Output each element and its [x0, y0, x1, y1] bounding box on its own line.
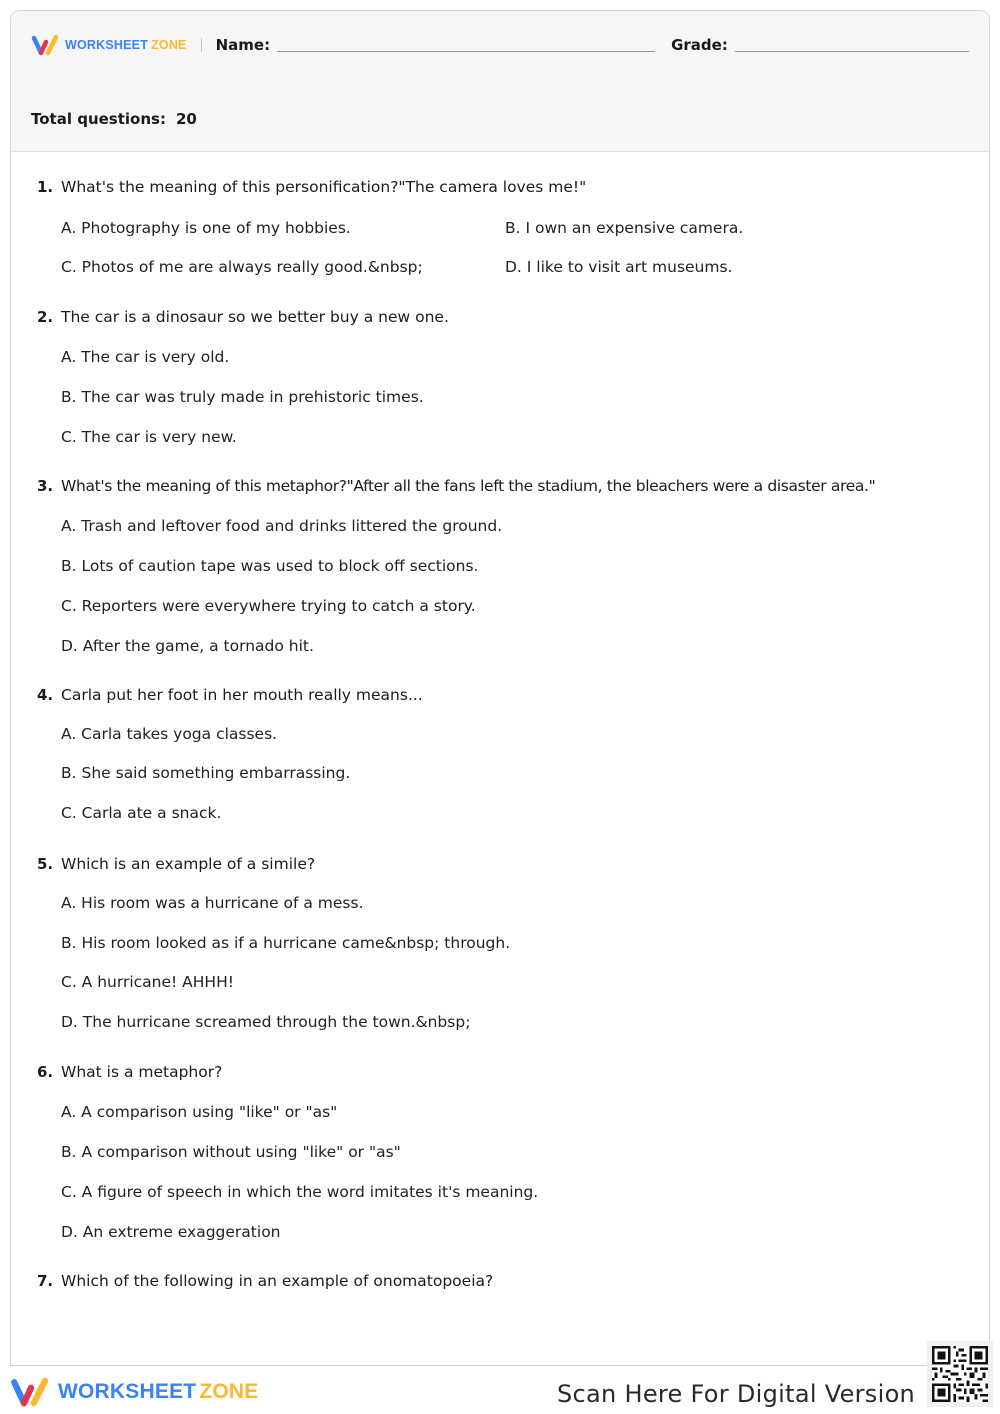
option-a[interactable]: A. His room was a hurricane of a mess. [61, 894, 364, 912]
option-c[interactable]: C. Carla ate a snack. [61, 804, 222, 822]
worksheet-zone-logo-icon [10, 1376, 52, 1408]
option-d[interactable]: D. The hurricane screamed through the town.&nbsp; [61, 1013, 471, 1031]
question-text: Carla put her foot in her mouth really means... [61, 686, 423, 704]
worksheet-page [10, 10, 990, 1366]
question-text: What is a metaphor? [61, 1063, 223, 1081]
question-prompt [37, 178, 586, 196]
question-text: Which of the following in an example of onomatopoeia? [61, 1272, 494, 1290]
footer-brand-logo [10, 1376, 258, 1408]
question-number: 4. [37, 686, 54, 704]
option-c[interactable]: C. The car is very new. [61, 428, 237, 446]
question-number: 2. [37, 308, 54, 326]
option-a[interactable]: A. Carla takes yoga classes. [61, 725, 278, 743]
question-prompt [37, 1272, 493, 1290]
question-number: 6. [37, 1063, 54, 1081]
name-label: Name: [215, 36, 271, 54]
question-text: What's the meaning of this metaphor?"After all the fans left the stadium, the bleachers were a disaster area." [61, 477, 876, 495]
total-questions-label: Total questions: [31, 110, 166, 128]
option-a[interactable]: A. Photography is one of my hobbies. [61, 219, 351, 237]
header-row [31, 33, 969, 57]
option-c[interactable]: C. Photos of me are always really good.&nbsp; [61, 258, 423, 276]
scan-for-digital-version: Scan Here For Digital Version [557, 1380, 916, 1408]
question-number: 1. [37, 178, 54, 196]
option-d[interactable]: D. After the game, a tornado hit. [61, 637, 314, 655]
grade-field[interactable] [735, 51, 969, 52]
option-b[interactable]: B. A comparison without using "like" or "as" [61, 1143, 401, 1161]
total-questions-value: 20 [175, 110, 197, 128]
question-prompt [37, 308, 449, 326]
option-a[interactable]: A. Trash and leftover food and drinks littered the ground. [61, 517, 503, 535]
question-number: 3. [37, 477, 54, 495]
question-text: The car is a dinosaur so we better buy a new one. [61, 308, 449, 326]
total-questions [31, 110, 197, 128]
brand-name [65, 38, 187, 52]
worksheet-zone-logo-icon [31, 34, 61, 56]
option-b[interactable]: B. The car was truly made in prehistoric times. [61, 388, 424, 406]
question-prompt [37, 686, 423, 704]
option-a[interactable]: A. The car is very old. [61, 348, 230, 366]
qr-code-icon [932, 1346, 988, 1402]
option-b[interactable]: B. Lots of caution tape was used to block off sections. [61, 557, 479, 575]
question-number: 5. [37, 855, 54, 873]
grade-label: Grade: [671, 36, 728, 54]
question-text: Which is an example of a simile? [61, 855, 316, 873]
option-c[interactable]: C. Reporters were everywhere trying to catch a story. [61, 597, 476, 615]
question-text: What's the meaning of this personification?"The camera loves me!" [61, 178, 587, 196]
name-field[interactable] [277, 51, 655, 52]
option-c[interactable]: C. A figure of speech in which the word imitates it's meaning. [61, 1183, 539, 1201]
question-number: 7. [37, 1272, 54, 1290]
worksheet-header [11, 11, 989, 152]
option-b[interactable]: B. She said something embarrassing. [61, 764, 351, 782]
qr-code[interactable] [927, 1341, 993, 1407]
brand-word-worksheet: WORKSHEET [65, 38, 149, 52]
option-c[interactable]: C. A hurricane! AHHH! [61, 973, 234, 991]
footer-brand-name [58, 1380, 258, 1404]
option-d[interactable]: D. An extreme exaggeration [61, 1223, 281, 1241]
brand-word-worksheet: WORKSHEET [58, 1380, 197, 1403]
brand-word-zone: ZONE [199, 1380, 259, 1403]
option-d[interactable]: D. I like to visit art museums. [505, 258, 733, 276]
brand-logo [31, 34, 187, 56]
option-a[interactable]: A. A comparison using "like" or "as" [61, 1103, 338, 1121]
header-divider [201, 38, 202, 52]
question-prompt [37, 1063, 222, 1081]
brand-word-zone: ZONE [151, 38, 187, 52]
question-prompt [37, 477, 875, 495]
option-b[interactable]: B. I own an expensive camera. [505, 219, 744, 237]
question-prompt [37, 855, 315, 873]
option-b[interactable]: B. His room looked as if a hurricane came&nbsp; through. [61, 934, 511, 952]
